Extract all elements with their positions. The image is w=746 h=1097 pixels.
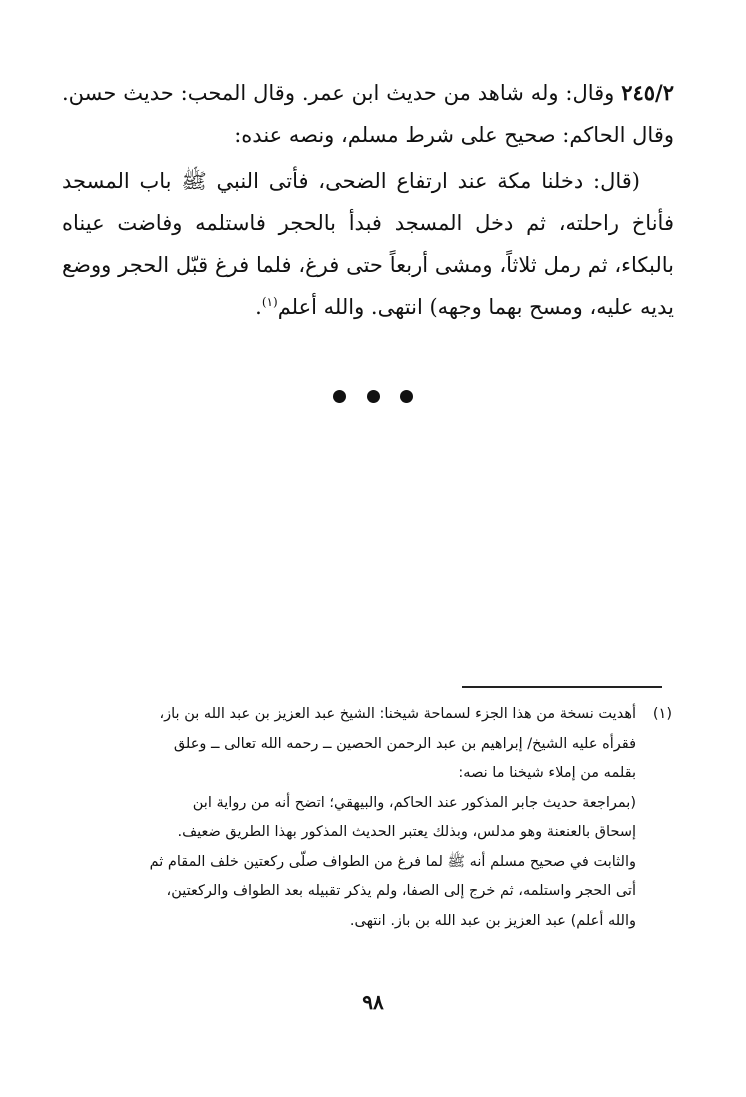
footnote-line: والله أعلم) عبد العزيز بن عبد الله بن باز. انتهى. (349, 912, 636, 929)
separator-dot-icon (400, 390, 413, 403)
footnote-line: أتى الحجر واستلمه، ثم خرج إلى الصفا، ولم يذكر تقبيله بعد الطواف والركعتين، (166, 883, 636, 899)
footnote-divider (462, 686, 662, 688)
footnotes (60, 700, 672, 936)
main-text (62, 72, 674, 328)
footnote-line: إسحاق بالعنعنة وهو مدلس، وبذلك يعتبر الحديث المذكور بهذا الطريق ضعيف. (177, 824, 636, 840)
footnote-line: فقرأه عليه الشيخ/ إبراهيم بن عبد الرحمن الحصين ــ رحمه الله تعالى ــ وعلق (173, 735, 636, 752)
footnote-line: (بمراجعة حديث جابر المذكور عند الحاكم، والبيهقي؛ اتضح أنه من رواية ابن (192, 794, 636, 811)
hadith-number: ٢٤٥/٢ (621, 80, 674, 105)
footnote-marker: (١) (652, 706, 672, 722)
separator-dot-icon (367, 390, 380, 403)
footnote-line: بقلمه من إملاء شيخنا ما نصه: (458, 765, 636, 781)
paragraph-end: . (255, 295, 262, 319)
footnote-line (60, 700, 672, 730)
page-number: ٩٨ (362, 990, 384, 1014)
section-separator (333, 386, 413, 406)
footnote-text: أهديت نسخة من هذا الجزء لسماحة شيخنا: الشيخ عبد العزيز بن عبد الله بن باز، (159, 706, 636, 722)
paragraph-text: (قال: دخلنا مكة عند ارتفاع الضحى، فأتى النبي ﷺ باب المسجد فأناخ راحلته، ثم دخل المسجد فبدأ بالحجر فاستلمه وفاضت عيناه بالبكاء، ثم رمل ثلاثاً، ومشى أربعاً حتى فرغ، فلما فرغ قبّل الحجر ووضع يديه عليه، ومسح بهما وجهه) انتهى. والله أعلم (62, 169, 674, 319)
footnote-line: والثابت في صحيح مسلم أنه ﷺ لما فرغ من الطواف صلّى ركعتين خلف المقام ثم (149, 853, 636, 870)
paragraph-text: وقال: وله شاهد من حديث ابن عمر. وقال المحب: حديث حسن. وقال الحاكم: صحيح على شرط مسلم، ونصه عنده: (62, 81, 674, 147)
separator-dot-icon (333, 390, 346, 403)
paragraph-hadith-quote (62, 160, 674, 328)
paragraph-hadith-number (62, 72, 674, 156)
footnote-reference: (١) (261, 295, 278, 309)
